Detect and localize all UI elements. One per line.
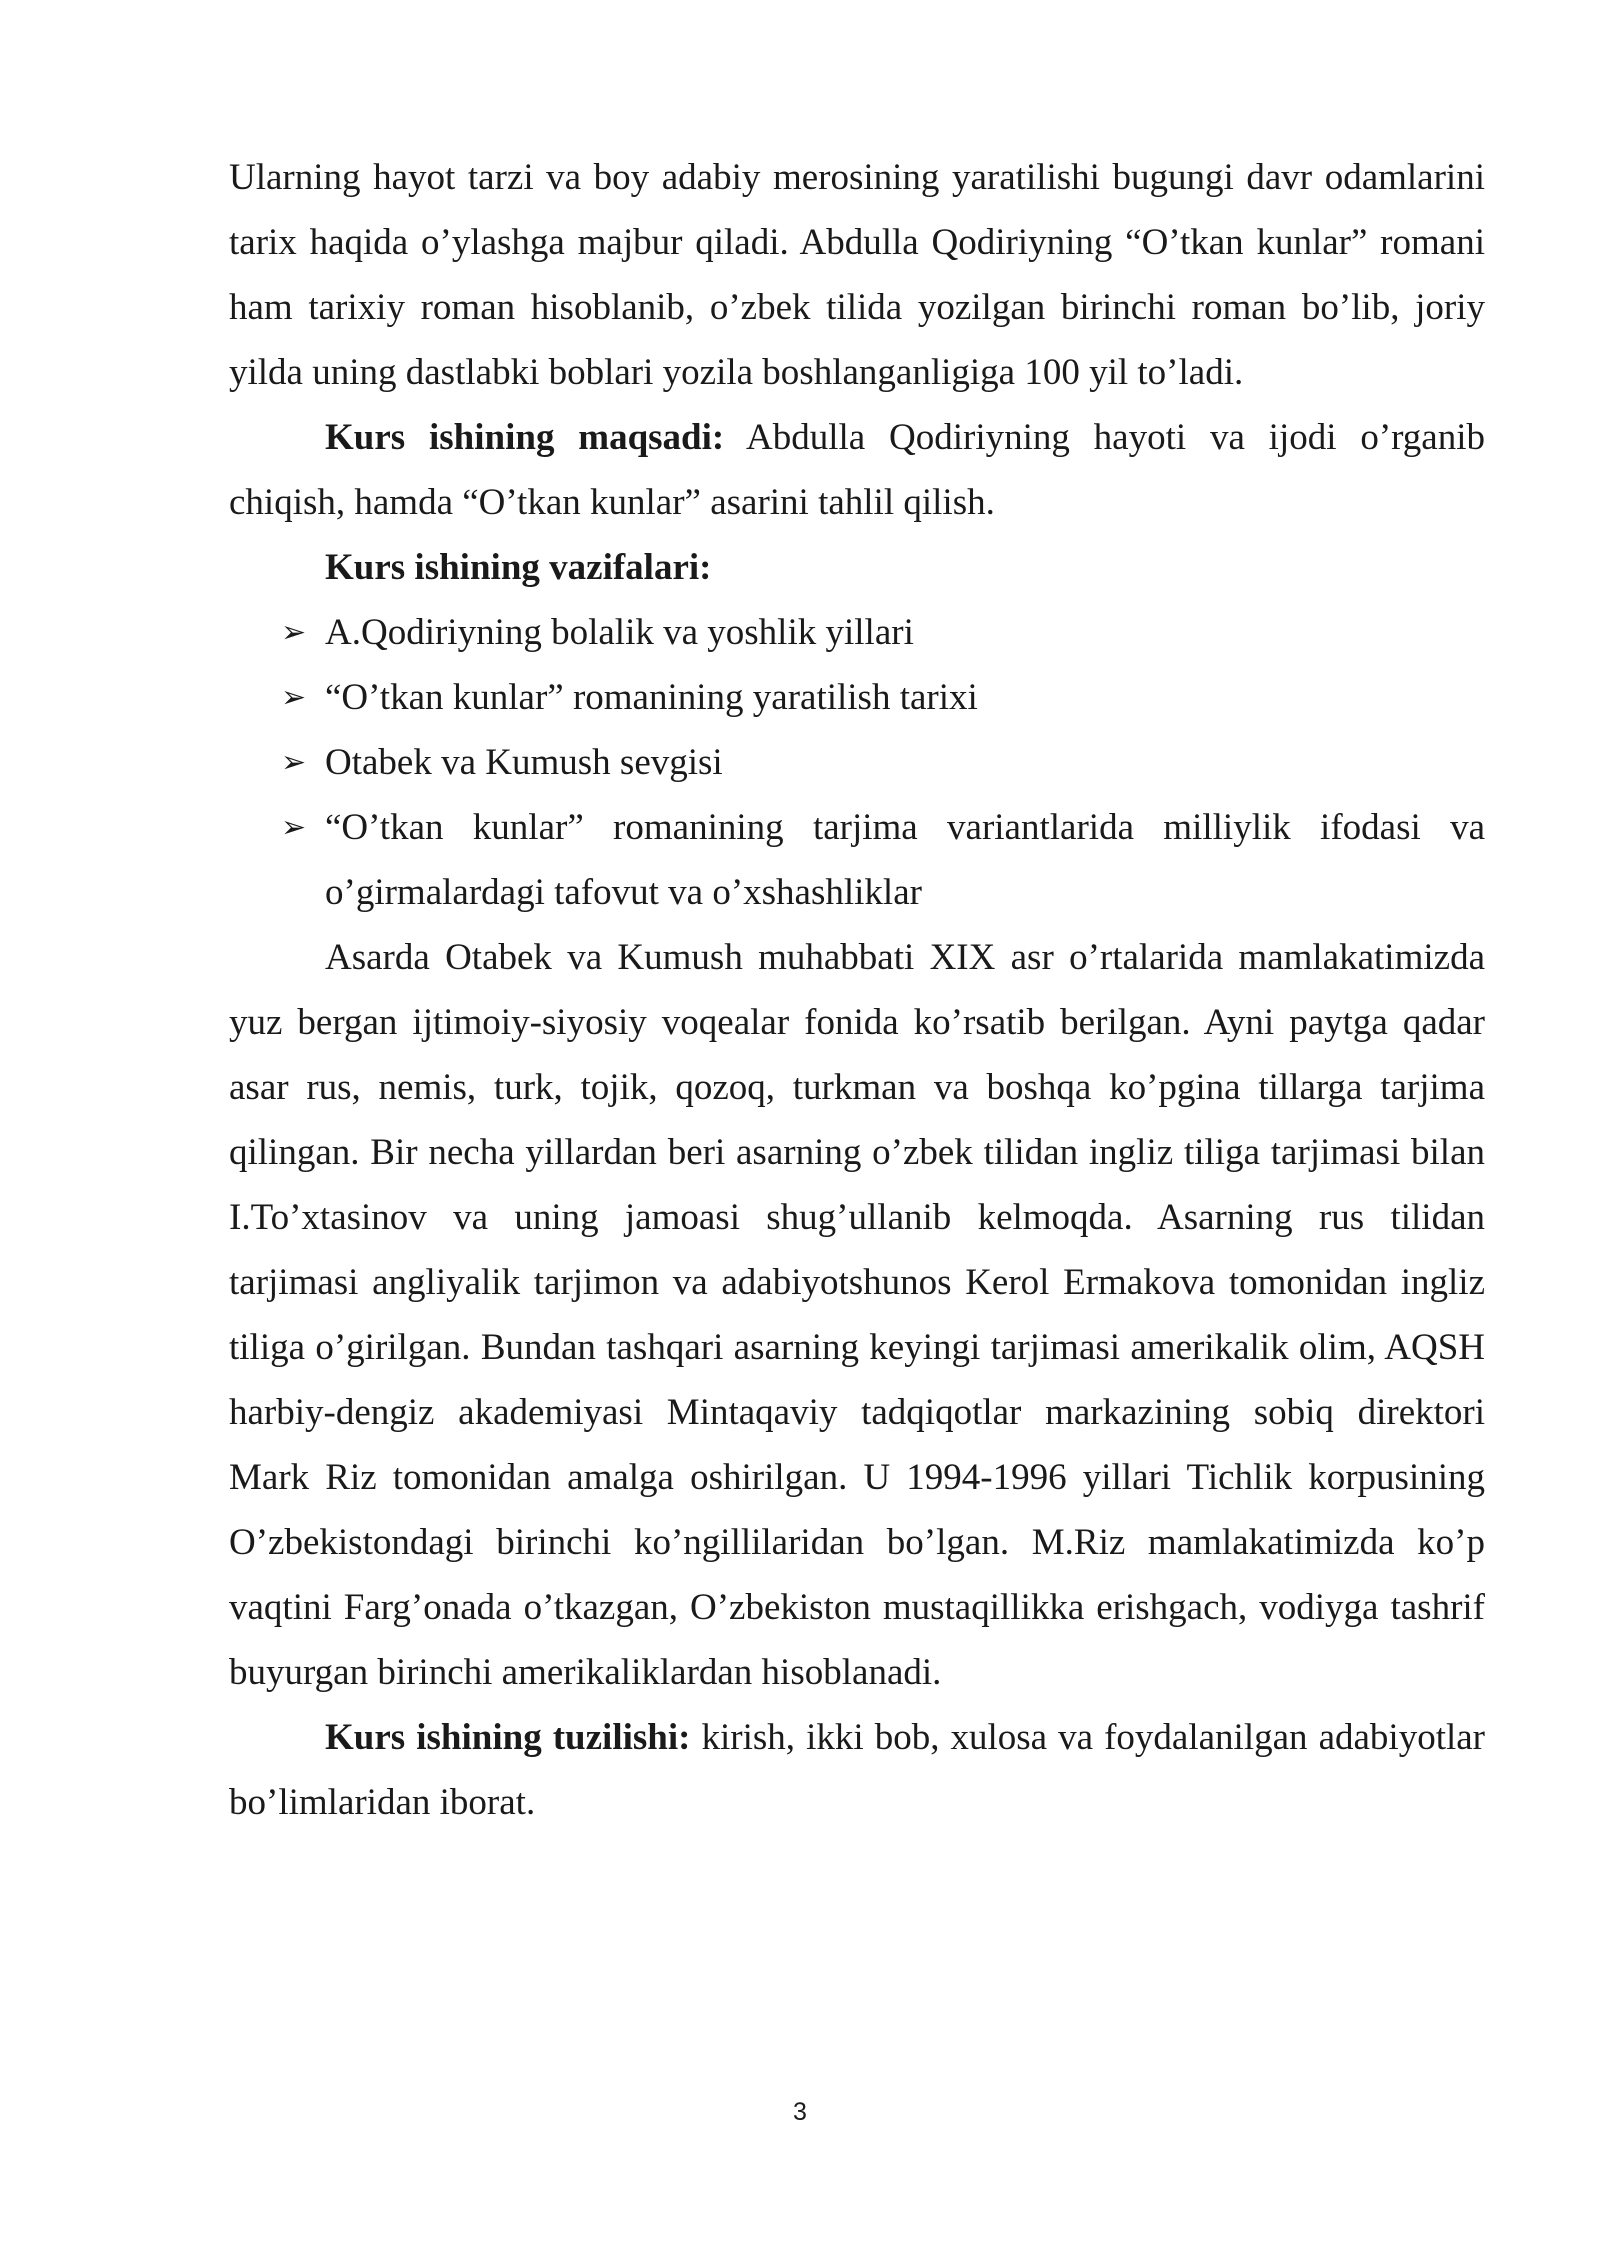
tasks-heading xyxy=(229,535,1485,600)
goal-paragraph xyxy=(229,405,1485,535)
structure-paragraph xyxy=(229,1705,1485,1835)
main-paragraph: Asarda Otabek va Kumush muhabbati XIX asr o’rtalarida mamlakatimizda yuz bergan ijtimoiy-siyosiy voqealar fonida ko’rsatib berilgan. Ayni paytga qadar asar rus, nemis, turk, tojik, qozoq, turkman va boshqa ko’pgina tillarga tarjima qilingan. Bir necha yillardan beri asarning o’zbek tilidan ingliz tiliga tarjimasi bilan I.To’xtasinov va uning jamoasi shug’ullanib kelmoqda. Asarning rus tilidan tarjimasi angliyalik tarjimon va adabiyotshunos Kerol Ermakova tomonidan ingliz tiliga o’girilgan. Bundan tashqari asarning keyingi tarjimasi amerikalik olim, AQSH harbiy-dengiz akademiyasi Mintaqaviy tadqiqotlar markazining sobiq direktori Mark Riz tomonidan amalga oshirilgan. U 1994-1996 yillari Tichlik korpusining O’zbekistondagi birinchi ko’ngillilaridan bo’lgan. M.Riz mamlakatimizda ko’p vaqtini Farg’onada o’tkazgan, O’zbekiston mustaqillikka erishgach, vodiyga tashrif buyurgan birinchi amerikaliklardan hisoblanadi. xyxy=(229,937,1485,1693)
goal-text: Abdulla Qodiriyning hayoti va ijodi o’rganib chiqish, hamda “O’tkan kunlar” asarini tahlil qilish. xyxy=(229,417,1485,523)
arrowhead-bullet-icon: ➢ xyxy=(281,615,307,650)
goal-label: Kurs ishining maqsadi: xyxy=(325,417,725,458)
structure-text: kirish, ikki bob, xulosa va foydalanilgan adabiyotlar bo’limlaridan iborat. xyxy=(229,1717,1486,1823)
task-text: Otabek va Kumush sevgisi xyxy=(325,742,723,783)
task-text: “O’tkan kunlar” romanining yaratilish tarixi xyxy=(325,677,978,718)
page-number: 3 xyxy=(793,2098,807,2126)
arrowhead-bullet-icon: ➢ xyxy=(281,810,307,845)
task-text: A.Qodiriyning bolalik va yoshlik yillari xyxy=(325,612,914,653)
arrowhead-bullet-icon: ➢ xyxy=(281,680,307,715)
arrowhead-bullet-icon: ➢ xyxy=(281,745,307,780)
structure-label: Kurs ishining tuzilishi: xyxy=(325,1717,691,1758)
list-item xyxy=(229,665,1485,730)
tasks-list xyxy=(229,600,1485,925)
list-item xyxy=(229,730,1485,795)
page-body xyxy=(229,145,1485,1835)
intro-paragraph: Ularning hayot tarzi va boy adabiy merosining yaratilishi bugungi davr odamlarini tarix haqida o’ylashga majbur qiladi. Abdulla Qodiriyning “O’tkan kunlar” romani ham tarixiy roman hisoblanib, o’zbek tilida yozilgan birinchi roman bo’lib, joriy yilda uning dastlabki boblari yozila boshlanganligiga 100 yil to’ladi. xyxy=(229,157,1485,393)
list-item xyxy=(229,795,1485,925)
list-item xyxy=(229,600,1485,665)
task-text: “O’tkan kunlar” romanining tarjima variantlarida milliylik ifodasi va o’girmalardagi tafovut va o’xshashliklar xyxy=(325,807,1485,913)
tasks-label: Kurs ishining vazifalari: xyxy=(325,547,712,588)
